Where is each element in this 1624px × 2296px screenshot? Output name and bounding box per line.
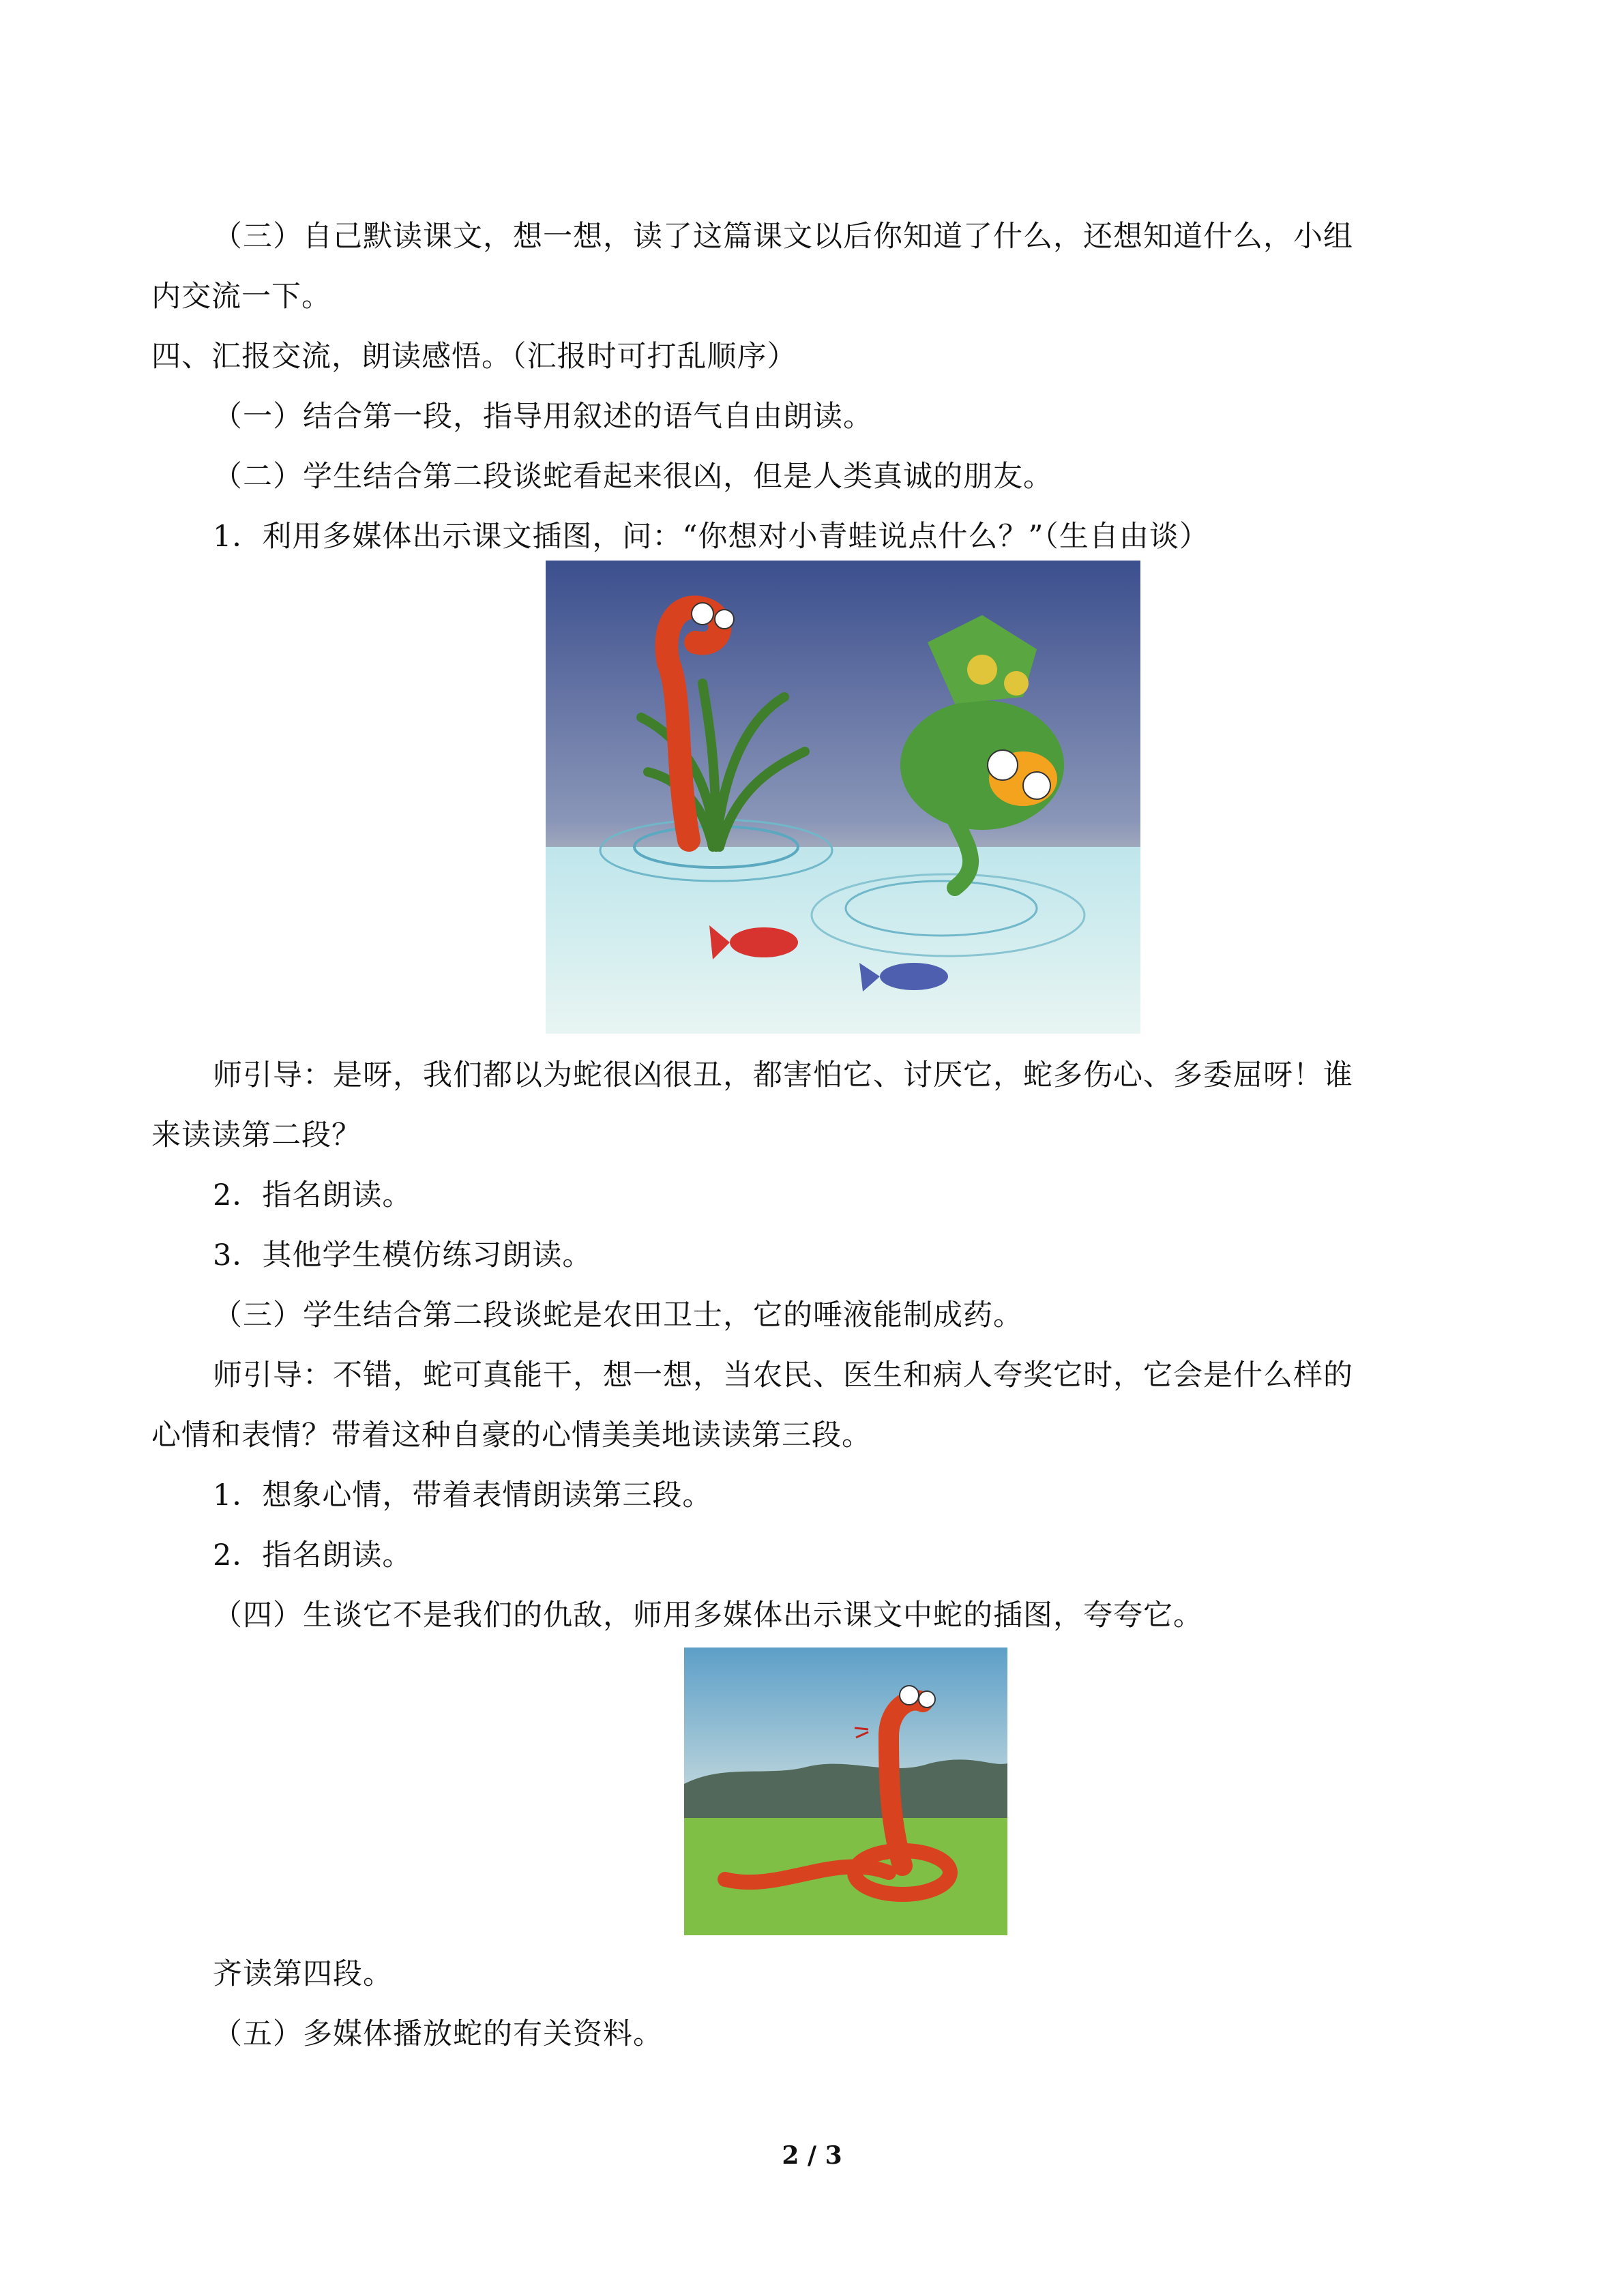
paragraph-line: （三）自己默读课文，想一想，读了这篇课文以后你知道了什么，还想知道什么，小组 <box>213 220 1353 254</box>
paragraph-line: 1．利用多媒体出示课文插图，问：“你想对小青蛙说点什么？”（生自由谈） <box>213 520 1209 554</box>
paragraph-line: 师引导：是呀，我们都以为蛇很凶很丑，都害怕它、讨厌它，蛇多伤心、多委屈呀！谁 <box>213 1058 1353 1092</box>
paragraph-line: （四）生谈它不是我们的仇敌，师用多媒体出示课文中蛇的插图，夸夸它。 <box>213 1598 1203 1632</box>
paragraph-line: 2．指名朗读。 <box>213 1538 413 1572</box>
frog-snake-pond-illustration <box>546 561 1140 1034</box>
paragraph-line: 3．其他学生模仿练习朗读。 <box>213 1238 593 1272</box>
section-heading: 四、汇报交流，朗读感悟。（汇报时可打乱顺序） <box>151 340 797 374</box>
paragraph-line: （三）学生结合第二段谈蛇是农田卫士，它的唾液能制成药。 <box>213 1298 1023 1332</box>
paragraph-line: （五）多媒体播放蛇的有关资料。 <box>213 2017 663 2051</box>
paragraph-line: 心情和表情？带着这种自豪的心情美美地读读第三段。 <box>151 1418 872 1452</box>
paragraph-line: 内交流一下。 <box>151 280 331 314</box>
illustration-drawing <box>684 1648 1007 1935</box>
snake-meadow-illustration <box>684 1648 1007 1935</box>
paragraph-line: 1．想象心情，带着表情朗读第三段。 <box>213 1478 713 1512</box>
paragraph-line: （一）结合第一段，指导用叙述的语气自由朗读。 <box>213 400 873 434</box>
paragraph-line: 师引导：不错，蛇可真能干，想一想，当农民、医生和病人夸奖它时，它会是什么样的 <box>213 1358 1353 1392</box>
paragraph-line: 2．指名朗读。 <box>213 1178 413 1212</box>
paragraph-line: 来读读第二段？ <box>151 1118 361 1152</box>
page-number: 2 / 3 <box>782 2141 842 2170</box>
illustration-drawing <box>546 561 1140 1034</box>
paragraph-line: （二）学生结合第二段谈蛇看起来很凶，但是人类真诚的朋友。 <box>213 460 1053 494</box>
paragraph-line: 齐读第四段。 <box>213 1957 393 1991</box>
